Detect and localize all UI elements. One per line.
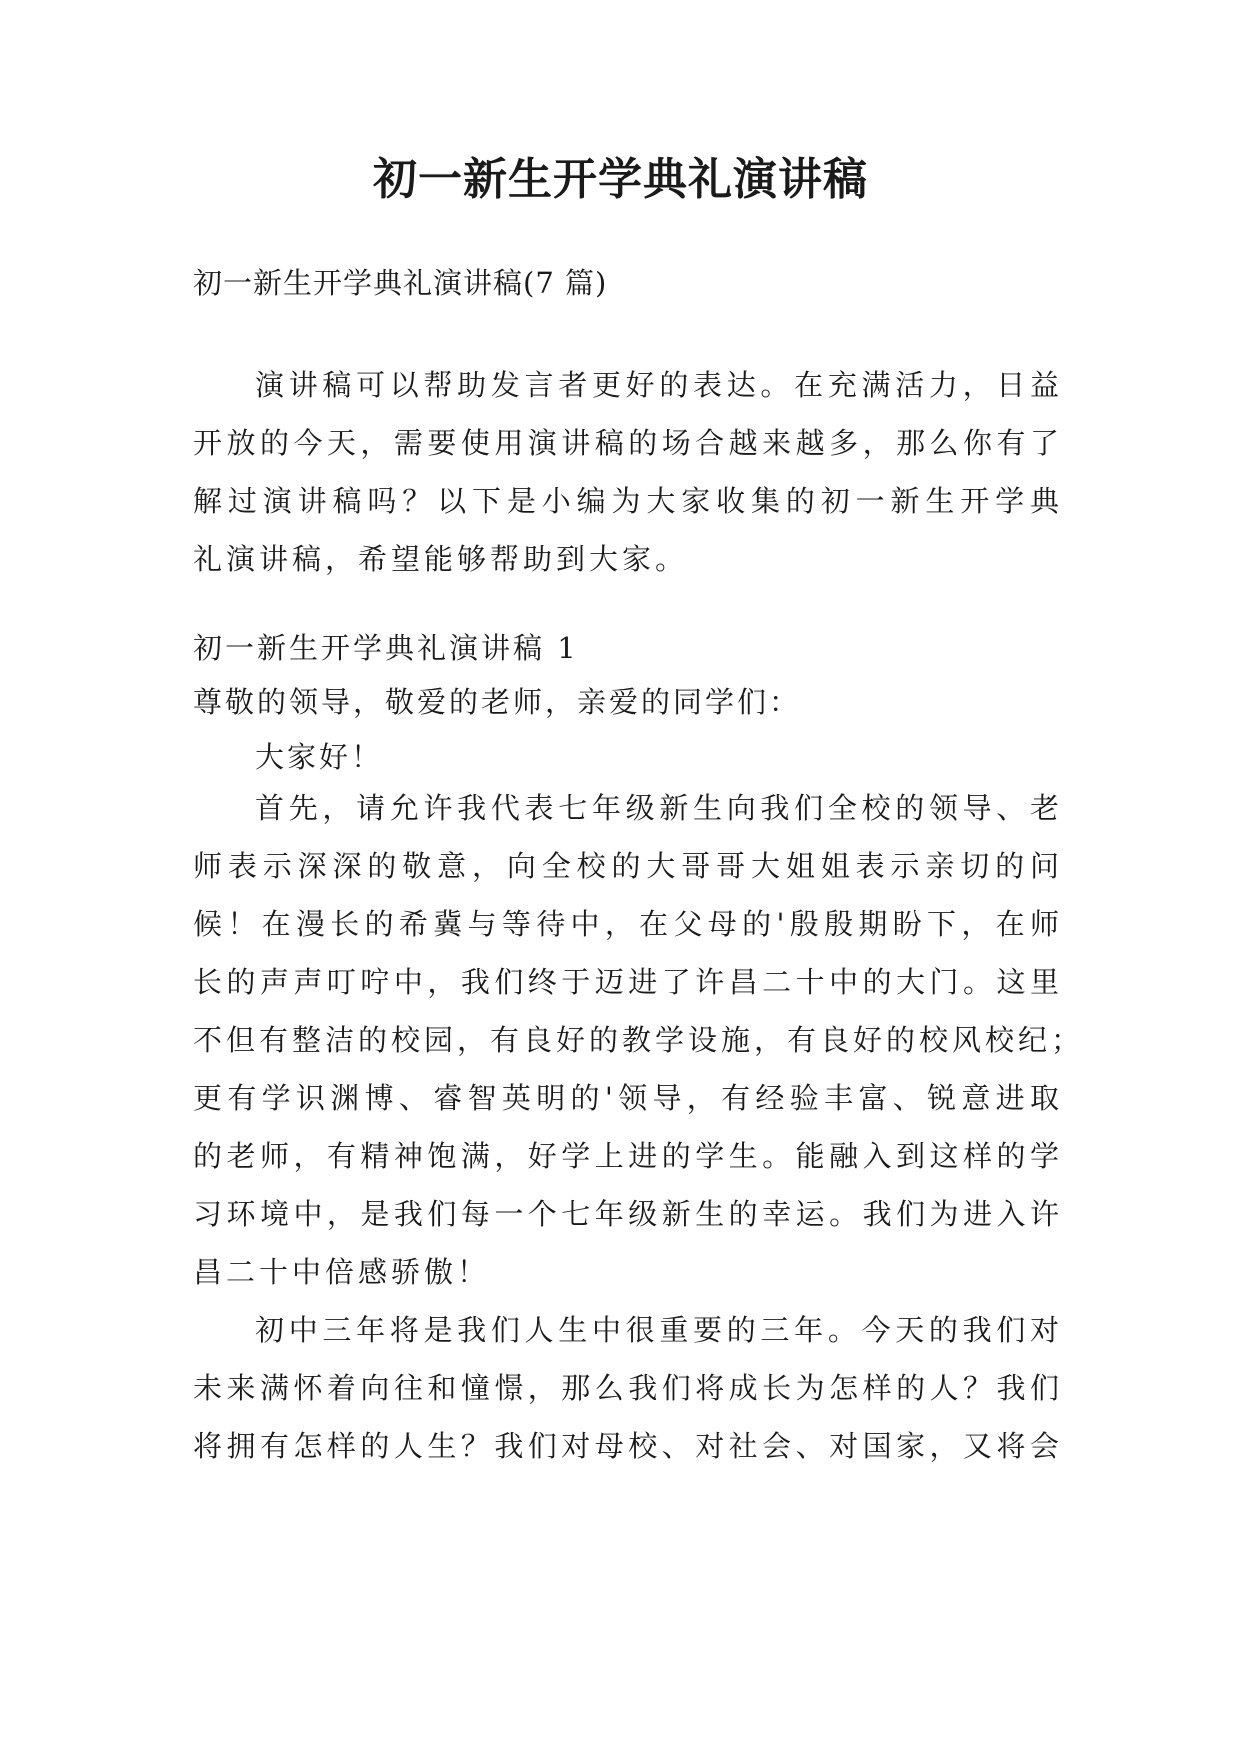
body-line: 更有学识渊博、睿智英明的'领导，有经验丰富、锐意进取 [193, 1081, 1063, 1115]
body-paragraph-1 [193, 779, 1085, 1301]
intro-paragraph [193, 356, 1063, 588]
body-paragraph-2 [193, 1301, 1063, 1475]
section-heading: 初一新生开学典礼演讲稿 1 [193, 631, 579, 665]
body-line: 候！在漫长的希冀与等待中，在父母的'殷殷期盼下，在师 [193, 907, 1063, 941]
body-line: 习环境中，是我们每一个七年级新生的幸运。我们为进入许 [193, 1197, 1063, 1231]
document-subtitle: 初一新生开学典礼演讲稿(7 篇) [193, 266, 608, 300]
document-title: 初一新生开学典礼演讲稿 [373, 154, 868, 205]
body-line: 师表示深深的敬意，向全校的大哥哥大姐姐表示亲切的问 [193, 849, 1063, 883]
salutation: 尊敬的领导，敬爱的老师，亲爱的同学们： [193, 685, 802, 719]
body-line: 初中三年将是我们人生中很重要的三年。今天的我们对 [255, 1313, 1063, 1347]
body-line: 首先，请允许我代表七年级新生向我们全校的领导、老 [255, 791, 1063, 825]
intro-line: 解过演讲稿吗？以下是小编为大家收集的初一新生开学典 [193, 484, 1063, 518]
body-line: 昌二十中倍感骄傲！ [193, 1255, 491, 1289]
greeting: 大家好！ [255, 740, 384, 774]
intro-line: 礼演讲稿，希望能够帮助到大家。 [193, 542, 689, 576]
body-line: 将拥有怎样的人生？我们对母校、对社会、对国家，又将会 [193, 1429, 1063, 1463]
body-line: 的老师，有精神饱满，好学上进的学生。能融入到这样的学 [193, 1139, 1063, 1173]
body-line: 不但有整洁的校园，有良好的教学设施，有良好的校风校纪； [193, 1023, 1085, 1057]
body-line: 未来满怀着向往和憧憬，那么我们将成长为怎样的人？我们 [193, 1371, 1063, 1405]
body-line: 长的声声叮咛中，我们终于迈进了许昌二十中的大门。这里 [193, 965, 1063, 999]
intro-line: 演讲稿可以帮助发言者更好的表达。在充满活力，日益 [255, 368, 1063, 402]
intro-line: 开放的今天，需要使用演讲稿的场合越来越多，那么你有了 [193, 426, 1063, 460]
